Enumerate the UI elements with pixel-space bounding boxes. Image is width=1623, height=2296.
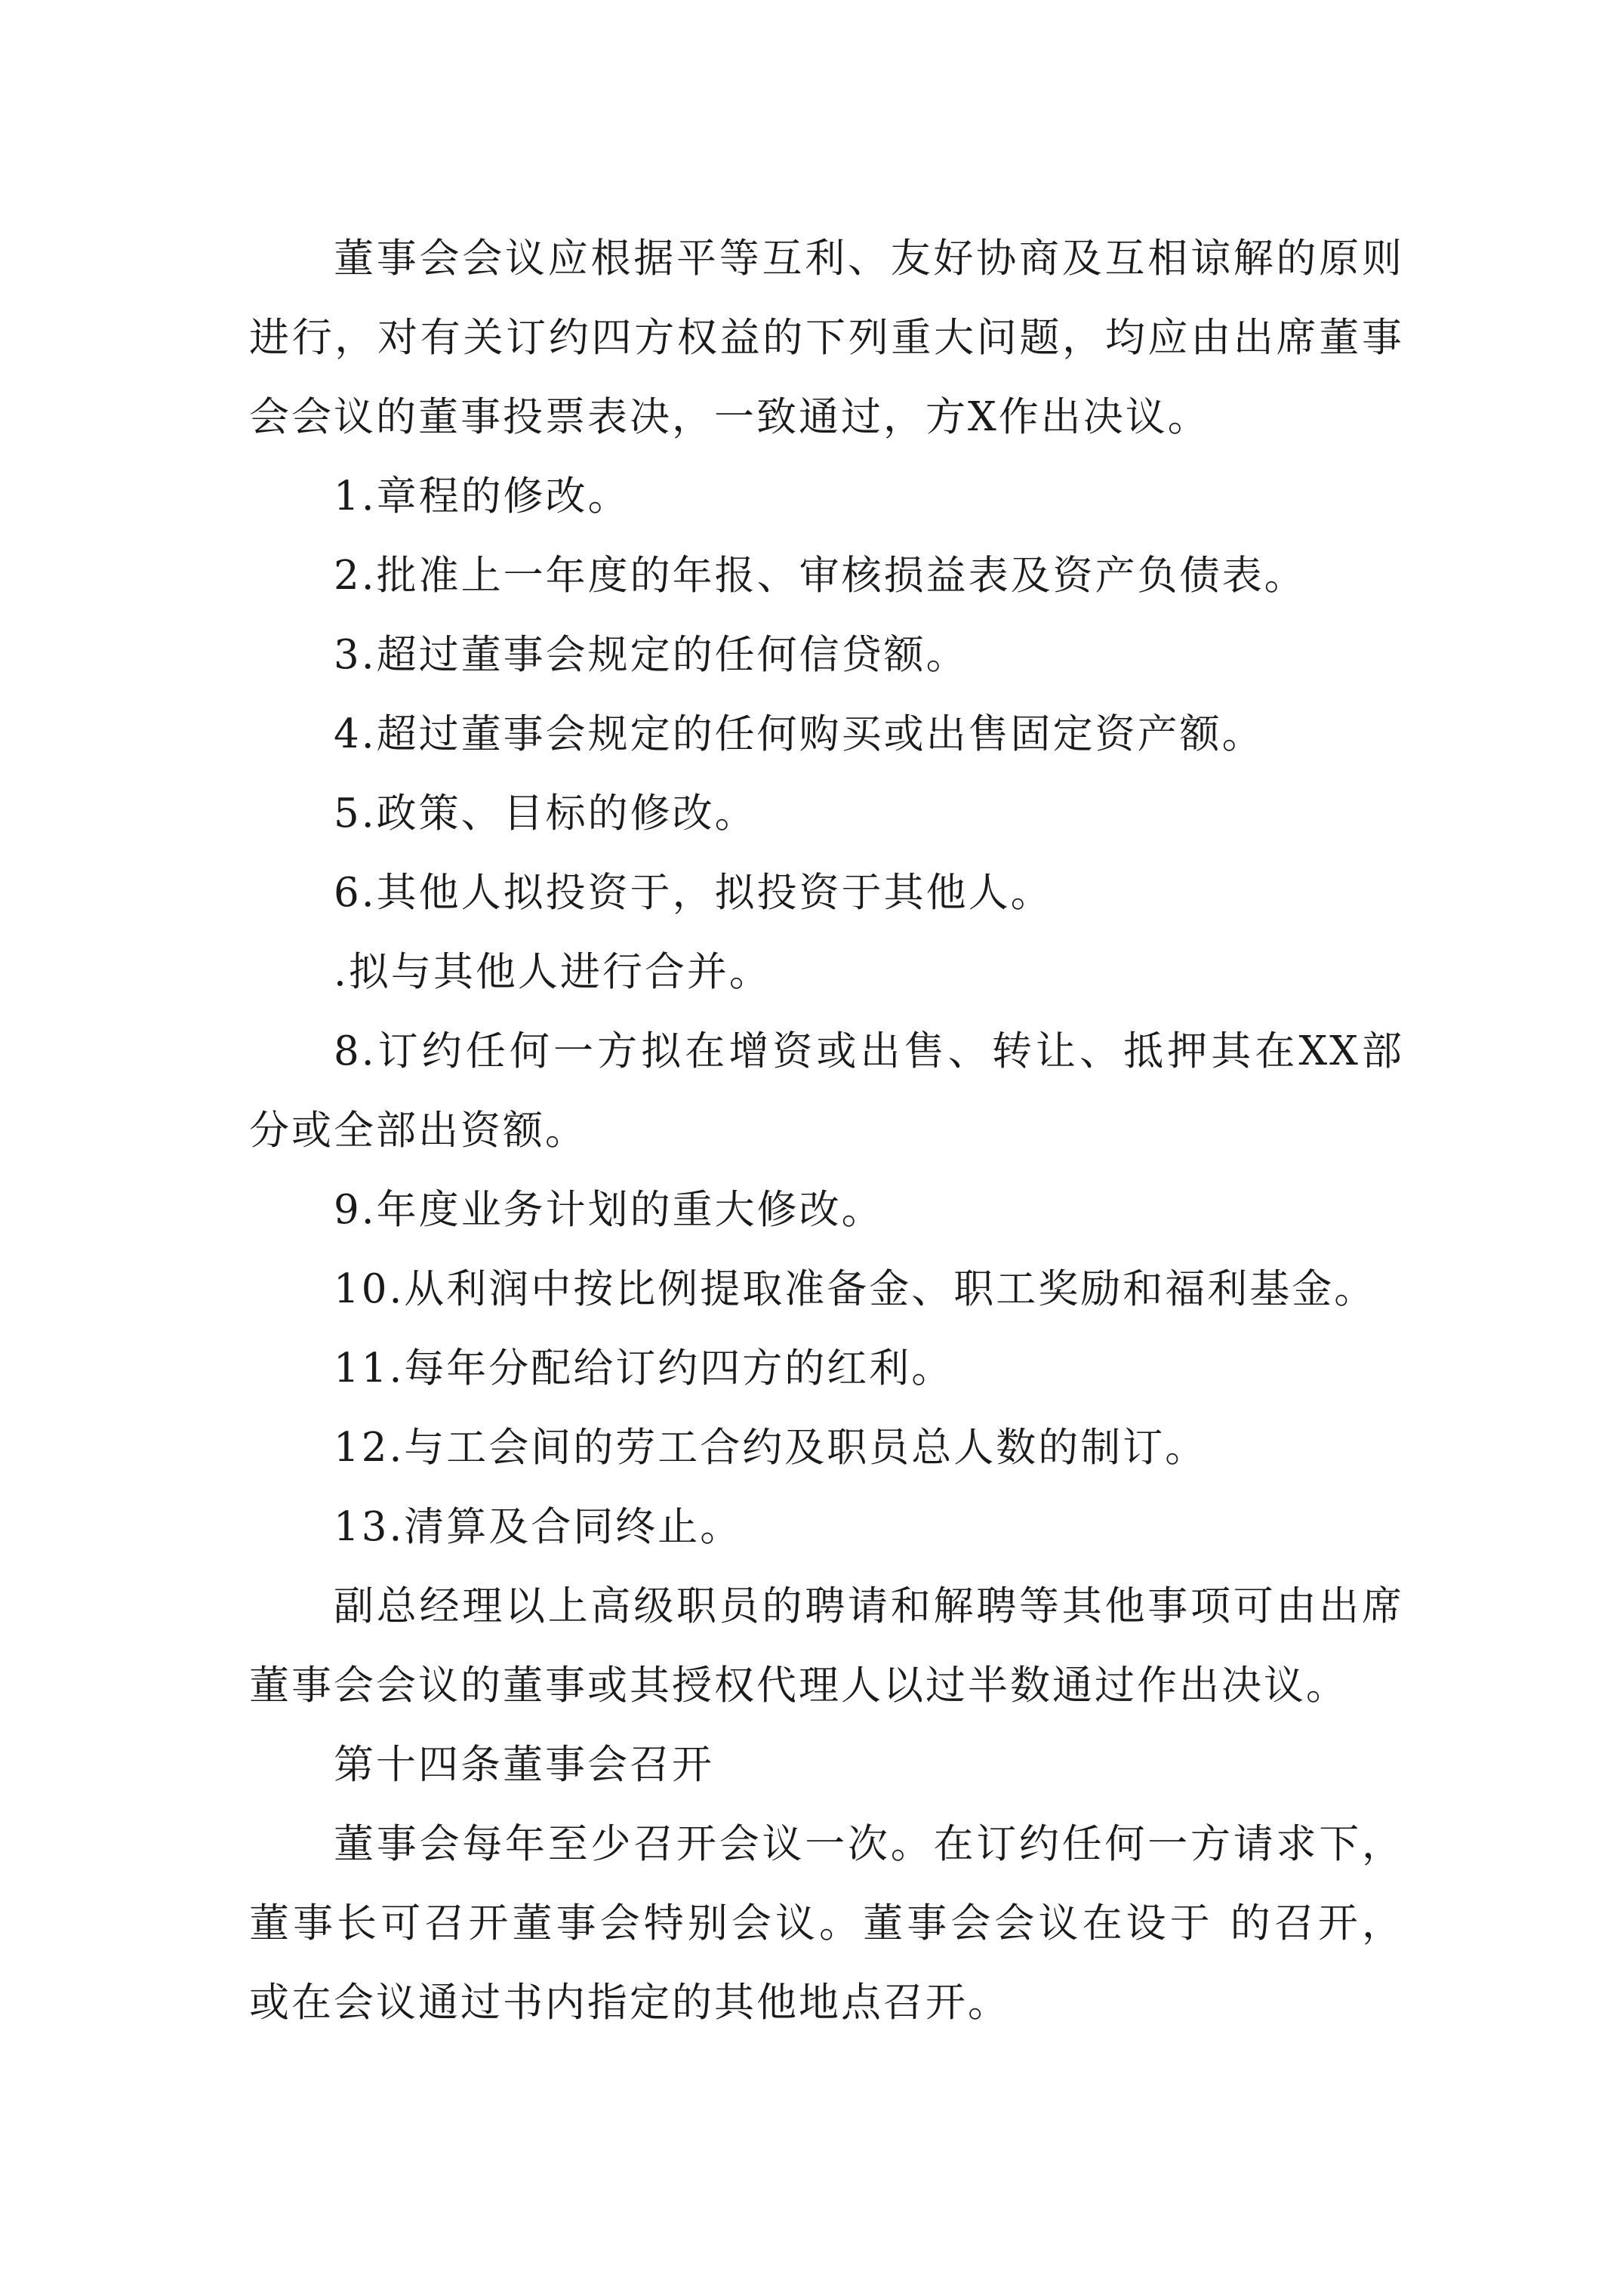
article-heading: 第十四条董事会召开 xyxy=(334,1742,714,1788)
paragraph-meetings: 董事会每年至少召开会议一次。在订约任何一方请求下，董事长可召开董事会特别会议。董事会会议在设于 的召开，或在会议通过书内指定的其他地点召开。 xyxy=(249,1821,1404,2026)
paragraph-other-matters: 副总经理以上高级职员的聘请和解聘等其他事项可由出席董事会会议的董事或其授权代理人以过半数通过作出决议。 xyxy=(249,1583,1404,1709)
list-item-13: 13.清算及合同终止。 xyxy=(334,1504,743,1550)
list-item-1: 1.章程的修改。 xyxy=(334,473,630,519)
list-item-8: 8.订约任何一方拟在增资或出售、转让、抵押其在XX部分或全部出资额。 xyxy=(249,1028,1404,1154)
list-item-3: 3.超过董事会规定的任何信贷额。 xyxy=(334,632,969,678)
list-item-11: 11.每年分配给订约四方的红利。 xyxy=(334,1345,954,1391)
document-body xyxy=(249,219,1404,2042)
list-item-4: 4.超过董事会规定的任何购买或出售固定资产额。 xyxy=(334,711,1264,757)
list-item-10: 10.从利润中按比例提取准备金、职工奖励和福利基金。 xyxy=(334,1266,1377,1312)
paragraph-intro: 董事会会议应根据平等互利、友好协商及互相谅解的原则进行，对有关订约四方权益的下列重大问题，均应由出席董事会会议的董事投票表决，一致通过，方X作出决议。 xyxy=(249,236,1404,440)
list-item-6: 6.其他人拟投资于，拟投资于其他人。 xyxy=(334,870,1053,916)
list-item-2: 2.批准上一年度的年报、审核损益表及资产负债表。 xyxy=(334,553,1307,599)
list-item-5: 5.政策、目标的修改。 xyxy=(334,791,757,837)
list-item-12: 12.与工会间的劳工合约及职员总人数的制订。 xyxy=(334,1425,1208,1471)
list-item-9: 9.年度业务计划的重大修改。 xyxy=(334,1187,884,1233)
list-item-7: .拟与其他人进行合并。 xyxy=(334,949,771,995)
